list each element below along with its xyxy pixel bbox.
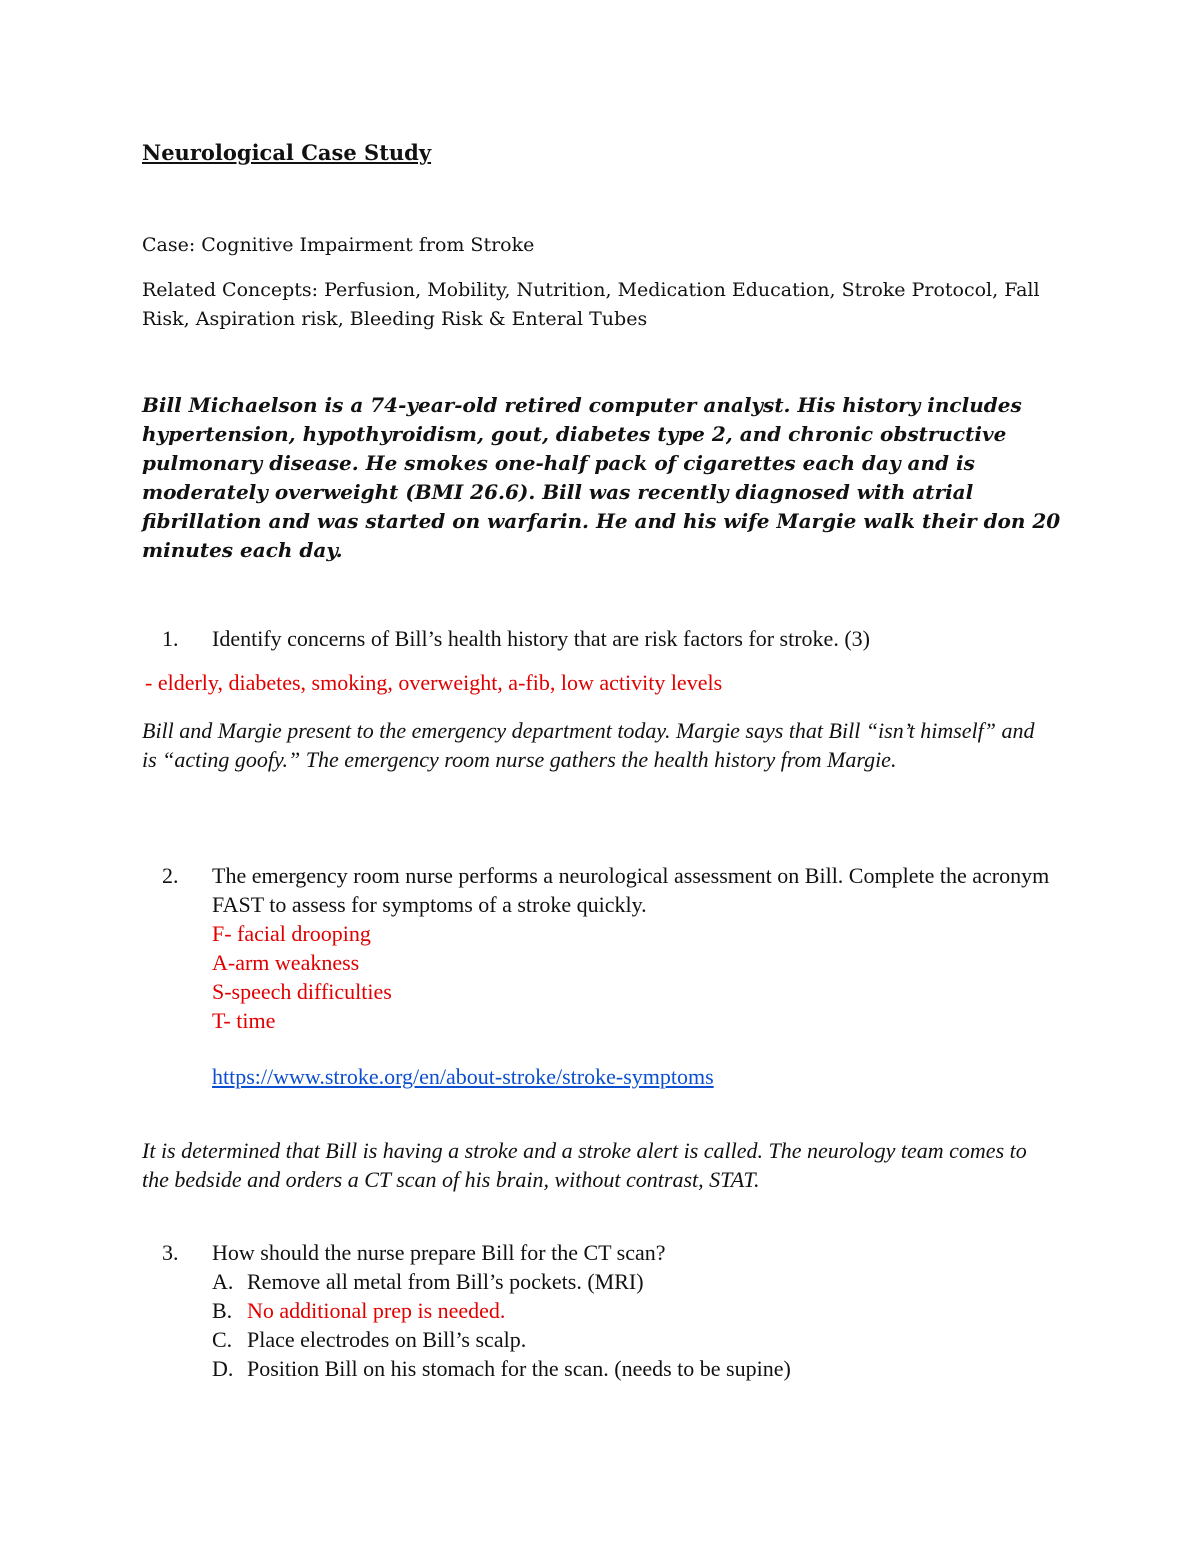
fast-answer-a: A-arm weakness xyxy=(212,950,360,975)
question-3-options xyxy=(212,1267,1062,1383)
stroke-symptoms-link[interactable]: https://www.stroke.org/en/about-stroke/stroke-symptoms xyxy=(212,1064,714,1089)
fast-answer-s: S-speech difficulties xyxy=(212,979,392,1004)
question-1-answer: - elderly, diabetes, smoking, overweight, a-fib, low activity levels xyxy=(145,670,723,695)
question-3-number: 3. xyxy=(162,1240,179,1265)
fast-answer-t: T- time xyxy=(212,1008,276,1033)
page-title: Neurological Case Study xyxy=(142,140,432,165)
patient-story: Bill Michaelson is a 74-year-old retired computer analyst. His history includes hypertension, hypothyroidism, gout, diabetes type 2, and chronic obstructive pulmonary disease. He smokes one-half pack of cigarettes each day and is moderately overweight (BMI 26.6). Bill was recently diagnosed with atrial fibrillation and was started on warfarin. He and his wife Margie walk their don 20 minutes each day. xyxy=(142,393,1061,562)
option-c: C. Place electrodes on Bill’s scalp. xyxy=(212,1327,527,1352)
stroke-alert-story: It is determined that Bill is having a stroke and a stroke alert is called. The neurology team comes to the bedside and orders a CT scan of his brain, without contrast, STAT. xyxy=(142,1138,1027,1192)
case-line: Case: Cognitive Impairment from Stroke xyxy=(142,234,535,256)
question-1-text: Identify concerns of Bill’s health history that are risk factors for stroke. (3) xyxy=(212,626,870,651)
question-3-text: How should the nurse prepare Bill for the CT scan? xyxy=(212,1240,666,1265)
question-1-number: 1. xyxy=(162,626,179,651)
option-a: A. Remove all metal from Bill’s pockets. (MRI) xyxy=(212,1269,644,1294)
ed-story: Bill and Margie present to the emergency department today. Margie says that Bill “isn’t himself” and is “acting goofy.” The emergency room nurse gathers the health history from Margie. xyxy=(142,718,1035,772)
related-concepts: Related Concepts: Perfusion, Mobility, Nutrition, Medication Education, Stroke Protocol, Fall Risk, Aspiration risk, Bleeding Risk & Enteral Tubes xyxy=(142,279,1040,330)
option-b: B. No additional prep is needed. xyxy=(212,1298,506,1323)
question-2-text: The emergency room nurse performs a neurological assessment on Bill. Complete the acronym FAST to assess for symptoms of a stroke quickly. xyxy=(212,863,1050,917)
question-3 xyxy=(162,1238,1062,1383)
question-2 xyxy=(162,861,1062,1091)
option-d: D. Position Bill on his stomach for the scan. (needs to be supine) xyxy=(212,1356,791,1381)
question-2-number: 2. xyxy=(162,863,179,888)
fast-answer-f: F- facial drooping xyxy=(212,921,371,946)
question-1 xyxy=(162,624,1062,653)
